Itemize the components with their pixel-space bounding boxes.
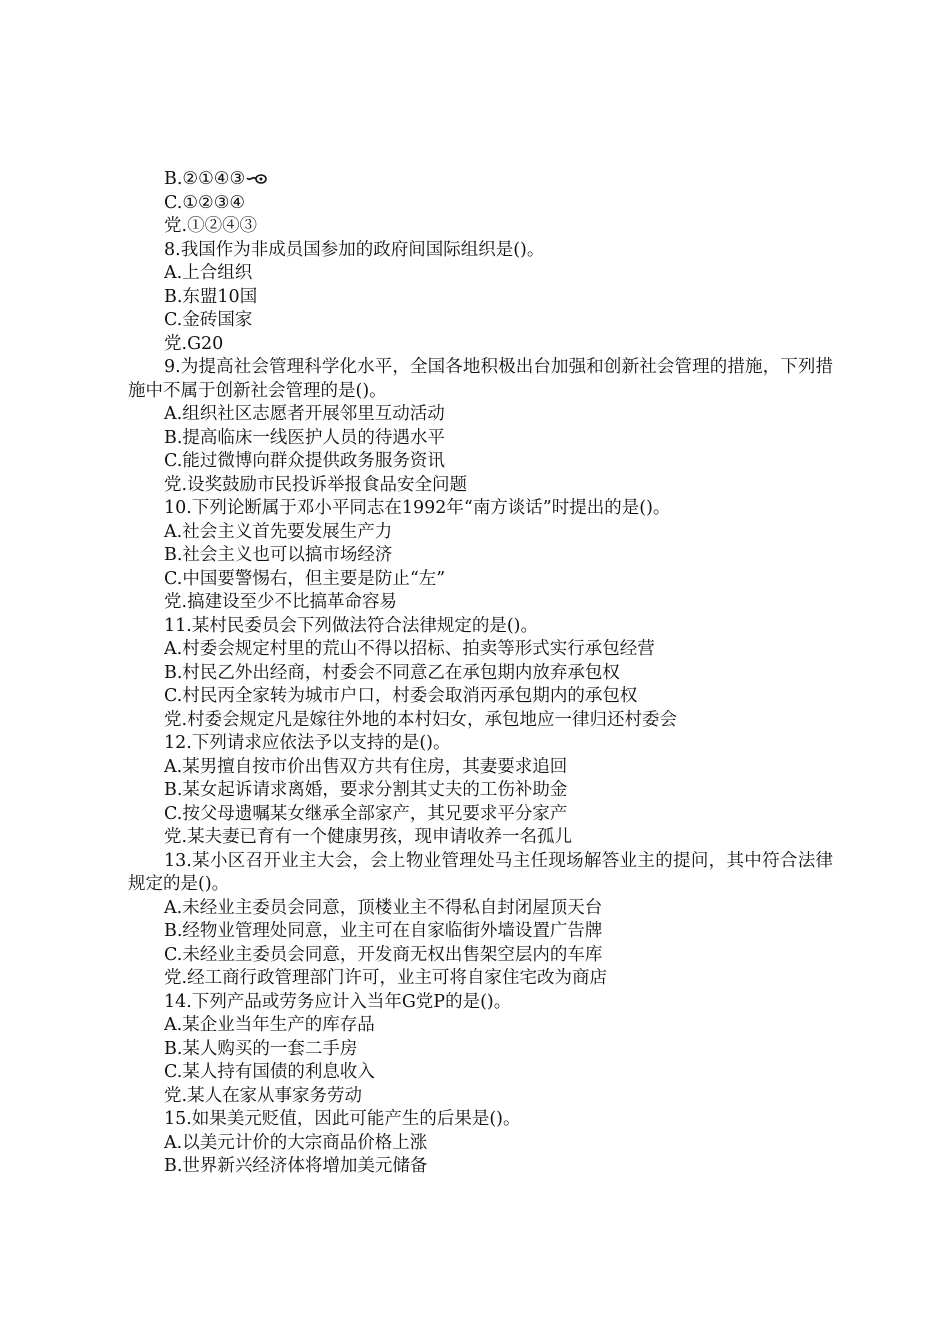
document-text <box>128 168 833 1179</box>
option-line <box>128 168 833 192</box>
option-line: 党.某夫妻已育有一个健康男孩，现申请收养一名孤儿 <box>164 827 573 847</box>
option-line: 党.G20 <box>164 333 224 354</box>
option-line: A.某男擅自按市价出售双方共有住房，其妻要求追回 <box>164 756 568 777</box>
option-line: A.以美元计价的大宗商品价格上涨 <box>164 1132 428 1153</box>
option-line: C.金砖国家 <box>164 310 253 330</box>
question-line: 14.下列产品或劳务应计入当年G党P的是()。 <box>164 991 512 1012</box>
option-line: C.能过微博向群众提供政务服务资讯 <box>164 451 445 471</box>
option-line: B.提高临床一线医护人员的待遇水平 <box>164 427 445 448</box>
option-line: 党.搞建设至少不比搞革命容易 <box>164 592 398 612</box>
option-line: A.社会主义首先要发展生产力 <box>164 521 393 542</box>
option-line: B.东盟10国 <box>164 286 258 307</box>
option-line: B.社会主义也可以搞市场经济 <box>164 545 393 565</box>
question-line: 9.为提高社会管理科学化水平，全国各地积极出台加强和创新社会管理的措施，下列措施中不属于创新社会管理的是()。 <box>128 357 833 401</box>
option-line: C.未经业主委员会同意，开发商无权出售架空层内的车库 <box>164 944 603 965</box>
question-line: 11.某村民委员会下列做法符合法律规定的是()。 <box>164 615 538 636</box>
option-line: C.某人持有国债的利息收入 <box>164 1062 375 1082</box>
option-line: B.某女起诉请求离婚，要求分割其丈夫的工伤补助金 <box>164 780 568 800</box>
question-line: 15.如果美元贬值，因此可能产生的后果是()。 <box>164 1109 521 1129</box>
option-text: B.②①④③ <box>164 169 246 189</box>
tadpole-mark-icon <box>246 170 268 194</box>
option-line: 党.设奖鼓励市民投诉举报食品安全问题 <box>164 474 468 495</box>
option-line: A.上合组织 <box>164 263 253 283</box>
question-line: 8.我国作为非成员国参加的政府间国际组织是()。 <box>164 239 545 260</box>
option-line: A.组织社区志愿者开展邻里互动活动 <box>164 404 445 424</box>
option-line: B.村民乙外出经商，村委会不同意乙在承包期内放弃承包权 <box>164 662 620 683</box>
option-line: A.未经业主委员会同意，顶楼业主不得私自封闭屋顶天台 <box>164 897 603 918</box>
option-line: C.按父母遗嘱某女继承全部家产，其兄要求平分家产 <box>164 803 568 824</box>
question-line: 12.下列请求应依法予以支持的是()。 <box>164 733 451 753</box>
option-line: C.村民丙全家转为城市户口，村委会取消丙承包期内的承包权 <box>164 686 638 706</box>
option-line: A.某企业当年生产的库存品 <box>164 1015 375 1035</box>
option-line: B.经物业管理处同意，业主可在自家临街外墙设置广告牌 <box>164 921 603 941</box>
question-line: 13.某小区召开业主大会，会上物业管理处马主任现场解答业主的提问，其中符合法律规定的是()。 <box>128 850 833 894</box>
option-line: C.中国要警惕右，但主要是防止“左” <box>164 568 446 589</box>
option-line: B.某人购买的一套二手房 <box>164 1038 358 1059</box>
option-line: 党.经工商行政管理部门许可，业主可将自家住宅改为商店 <box>164 968 608 988</box>
question-line: 10.下列论断属于邓小平同志在1992年“南方谈话”时提出的是()。 <box>164 498 671 518</box>
option-line: C.①②③④ <box>164 192 246 213</box>
option-line: 党.某人在家从事家务劳动 <box>164 1085 363 1106</box>
option-line: A.村委会规定村里的荒山不得以招标、拍卖等形式实行承包经营 <box>164 639 655 659</box>
option-line: 党.①②④③ <box>164 216 258 236</box>
option-line: 党.村委会规定凡是嫁往外地的本村妇女，承包地应一律归还村委会 <box>164 709 678 730</box>
option-line: B.世界新兴经济体将增加美元储备 <box>164 1156 428 1176</box>
